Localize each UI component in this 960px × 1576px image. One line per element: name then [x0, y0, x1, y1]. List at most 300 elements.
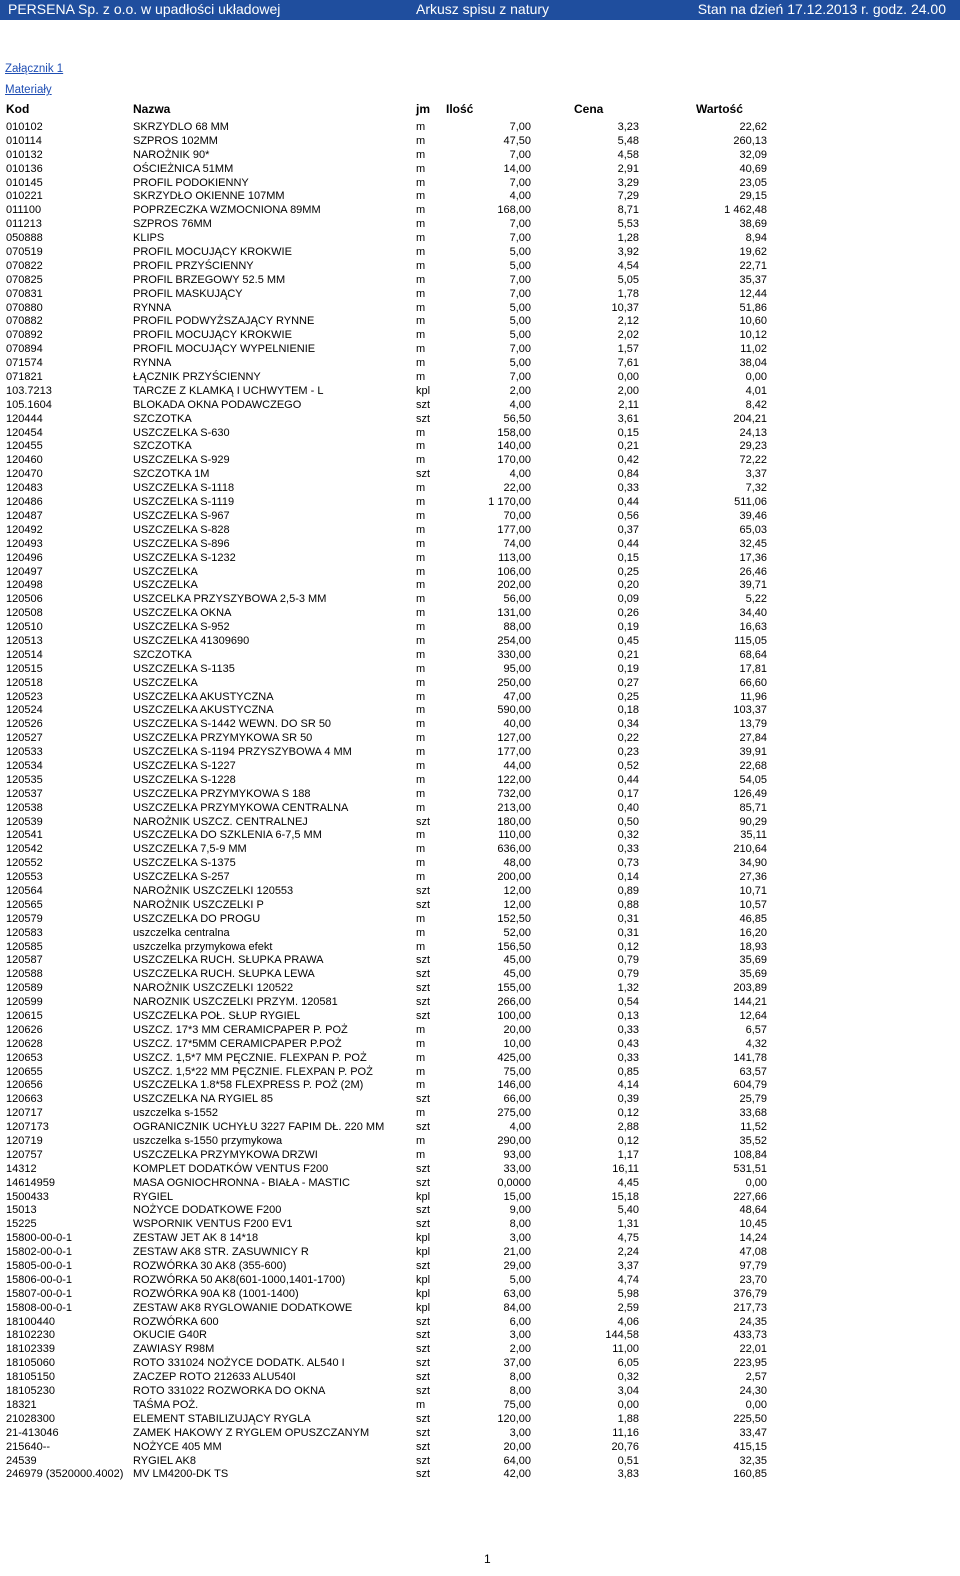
- cell-wartosc: 160,85: [733, 1468, 767, 1481]
- table-row: [0, 1177, 960, 1191]
- cell-kod: 18105150: [6, 1371, 55, 1384]
- cell-cena: 1,32: [617, 982, 639, 995]
- cell-nazwa: ZESTAW JET AK 8 14*18: [133, 1232, 259, 1245]
- cell-wartosc: 24,13: [739, 426, 767, 439]
- cell-jm: m: [416, 843, 426, 856]
- table-row: [0, 941, 960, 955]
- cell-ilosc: 7,00: [509, 232, 531, 245]
- cell-wartosc: 141,78: [733, 1051, 767, 1064]
- cell-kod: 011213: [6, 218, 42, 231]
- cell-ilosc: 202,00: [497, 579, 531, 592]
- cell-ilosc: 37,00: [503, 1357, 531, 1370]
- table-row: [0, 677, 960, 691]
- cell-cena: 0,33: [617, 1051, 639, 1064]
- cell-nazwa: ŁĄCZNIK PRZYŚCIENNY: [133, 371, 261, 384]
- table-row: [0, 1441, 960, 1455]
- table-row: [0, 510, 960, 524]
- cell-jm: m: [416, 593, 426, 606]
- cell-jm: m: [416, 121, 426, 133]
- cell-cena: 0,18: [617, 704, 639, 717]
- cell-nazwa: USZCZELKA POŁ. SŁUP RYGIEL: [133, 1010, 301, 1022]
- cell-kod: 105.1604: [6, 398, 52, 411]
- cell-wartosc: 11,02: [740, 343, 767, 356]
- cell-jm: m: [416, 329, 426, 342]
- cell-jm: szt: [416, 1093, 431, 1106]
- cell-ilosc: 66,00: [503, 1093, 531, 1106]
- cell-wartosc: 6,57: [745, 1023, 767, 1036]
- table-row: [0, 496, 960, 510]
- cell-wartosc: 0,00: [745, 371, 767, 384]
- cell-jm: m: [416, 648, 426, 661]
- cell-kod: 120518: [6, 676, 43, 689]
- table-row: [0, 1038, 960, 1052]
- table-row: [0, 1135, 960, 1149]
- cell-ilosc: 1 170,00: [488, 496, 531, 509]
- cell-kod: 15013: [6, 1204, 37, 1217]
- cell-nazwa: NAROŻNIK USZCZELKI P: [133, 898, 264, 911]
- table-row: [0, 774, 960, 788]
- cell-ilosc: 100,00: [497, 1010, 531, 1022]
- cell-kod: 120565: [6, 898, 43, 911]
- cell-cena: 8,71: [617, 204, 639, 217]
- cell-kod: 103.7213: [6, 384, 52, 397]
- cell-cena: 0,56: [617, 509, 639, 522]
- table-row: [0, 1413, 960, 1427]
- cell-wartosc: 12,64: [739, 1010, 767, 1022]
- cell-jm: m: [416, 523, 426, 536]
- cell-nazwa: USZCZELKA RUCH. SŁUPKA PRAWA: [133, 954, 324, 967]
- cell-wartosc: 46,85: [739, 912, 767, 925]
- cell-ilosc: 0,0000: [497, 1176, 531, 1189]
- cell-cena: 0,21: [617, 440, 639, 453]
- cell-ilosc: 177,00: [497, 523, 531, 536]
- cell-jm: m: [416, 565, 426, 578]
- cell-kod: 120539: [6, 815, 43, 828]
- cell-jm: szt: [416, 1176, 431, 1189]
- cell-wartosc: 4,32: [745, 1037, 767, 1050]
- cell-jm: m: [416, 426, 426, 439]
- cell-nazwa: USZCZELKA PRZYMYKOWA SR 50: [133, 732, 313, 745]
- attachment-link[interactable]: Załącznik 1: [5, 63, 64, 75]
- cell-ilosc: 95,00: [503, 662, 531, 675]
- cell-kod: 14312: [6, 1162, 37, 1175]
- cell-nazwa: ZESTAW AK8 RYGLOWANIE DODATKOWE: [133, 1301, 353, 1314]
- cell-jm: m: [416, 496, 426, 509]
- cell-cena: 0,89: [617, 884, 639, 897]
- cell-cena: 0,25: [617, 565, 639, 578]
- table-row: [0, 1079, 960, 1093]
- cell-nazwa: USZCZ. 17*3 MM CERAMICPAPER P. POŻ: [133, 1023, 348, 1036]
- cell-kod: 120498: [6, 579, 43, 592]
- cell-jm: kpl: [416, 1273, 431, 1286]
- cell-jm: szt: [416, 1412, 431, 1425]
- cell-ilosc: 74,00: [503, 537, 531, 550]
- cell-jm: szt: [416, 1218, 431, 1231]
- table-row: [0, 260, 960, 274]
- cell-nazwa: NAROŻNIK USZCZELKI 120522: [133, 982, 294, 995]
- table-row: [0, 163, 960, 177]
- cell-cena: 0,85: [617, 1065, 639, 1078]
- cell-jm: szt: [416, 1260, 431, 1273]
- cell-nazwa: ROTO 331024 NOŻYCE DODATK. AL540 I: [133, 1357, 345, 1370]
- cell-cena: 2,11: [618, 398, 639, 411]
- cell-kod: 070882: [6, 315, 43, 328]
- cell-nazwa: uszczelka s-1550 przymykowa: [133, 1135, 283, 1148]
- cell-wartosc: 13,79: [739, 718, 767, 731]
- cell-ilosc: 29,00: [503, 1260, 531, 1273]
- cell-wartosc: 27,84: [739, 732, 767, 745]
- table-row: [0, 538, 960, 552]
- cell-cena: 0,34: [617, 718, 639, 731]
- cell-ilosc: 122,00: [497, 773, 531, 786]
- cell-nazwa: MASA OGNIOCHRONNA - BIAŁA - MASTIC: [133, 1176, 350, 1189]
- cell-wartosc: 97,79: [739, 1260, 767, 1273]
- cell-wartosc: 38,69: [739, 218, 767, 231]
- cell-wartosc: 29,23: [739, 440, 767, 453]
- cell-kod: 071821: [6, 371, 43, 384]
- cell-ilosc: 9,00: [509, 1204, 531, 1217]
- cell-cena: 0,44: [617, 496, 639, 509]
- cell-kod: 18105060: [6, 1357, 55, 1370]
- cell-nazwa: USZCZELKA S-1442 WEWN. DO SR 50: [133, 718, 332, 731]
- cell-jm: m: [416, 440, 426, 453]
- cell-jm: m: [416, 148, 426, 161]
- cell-nazwa: USZCZELKA S-1194 PRZYSZYBOWA 4 MM: [133, 746, 352, 759]
- cell-kod: 120483: [6, 482, 43, 495]
- cell-jm: m: [416, 1065, 426, 1078]
- cell-ilosc: 4,00: [509, 1121, 531, 1134]
- cell-ilosc: 63,00: [503, 1287, 531, 1300]
- cell-nazwa: PROFIL MOCUJĄCY KROKWIE: [133, 246, 292, 259]
- cell-cena: 0,79: [617, 954, 639, 967]
- cell-ilosc: 20,00: [503, 1440, 531, 1453]
- column-header-kod: Kod: [6, 102, 30, 116]
- cell-cena: 0,73: [617, 857, 639, 870]
- table-row: [0, 413, 960, 427]
- column-header-jm: jm: [416, 102, 431, 116]
- table-row: [0, 440, 960, 454]
- cell-jm: szt: [416, 954, 431, 967]
- cell-ilosc: 15,00: [503, 1190, 531, 1203]
- cell-jm: szt: [416, 1440, 431, 1453]
- cell-ilosc: 3,00: [509, 1232, 531, 1245]
- cell-ilosc: 4,00: [509, 468, 531, 481]
- cell-cena: 144,58: [605, 1329, 639, 1342]
- cell-wartosc: 68,64: [739, 648, 767, 661]
- cell-nazwa: BLOKADA OKNA PODAWCZEGO: [133, 398, 302, 411]
- cell-ilosc: 7,00: [509, 148, 531, 161]
- cell-kod: 120533: [6, 746, 43, 759]
- cell-kod: 120587: [6, 954, 43, 967]
- table-row: [0, 1010, 960, 1024]
- cell-kod: 120487: [6, 509, 43, 522]
- cell-jm: szt: [416, 398, 431, 411]
- cell-cena: 16,11: [612, 1162, 639, 1175]
- cell-jm: kpl: [416, 1287, 431, 1300]
- cell-wartosc: 54,05: [739, 773, 767, 786]
- table-row: [0, 1455, 960, 1469]
- cell-jm: szt: [416, 1121, 431, 1134]
- cell-nazwa: PROFIL PODOKIENNY: [133, 176, 249, 189]
- cell-cena: 0,13: [617, 1010, 639, 1022]
- cell-nazwa: SKRZYDŁO OKIENNE 107MM: [133, 190, 285, 203]
- table-row: [0, 1121, 960, 1135]
- cell-kod: 120510: [6, 621, 43, 634]
- table-row: [0, 468, 960, 482]
- cell-ilosc: 2,00: [509, 1343, 531, 1356]
- table-row: [0, 246, 960, 260]
- cell-wartosc: 260,13: [733, 134, 767, 147]
- table-row: [0, 524, 960, 538]
- cell-nazwa: SZCZOTKA: [133, 648, 192, 661]
- page-number: 1: [484, 1552, 491, 1566]
- cell-nazwa: USZCZ. 17*5MM CERAMICPAPER P.POŻ: [133, 1037, 342, 1050]
- table-row: [0, 566, 960, 580]
- cell-jm: szt: [416, 1343, 431, 1356]
- cell-nazwa: USZCZELKA 41309690: [133, 634, 250, 647]
- cell-jm: m: [416, 246, 426, 259]
- table-row: [0, 1371, 960, 1385]
- cell-jm: m: [416, 634, 426, 647]
- cell-ilosc: 5,00: [509, 301, 531, 314]
- cell-cena: 0,52: [617, 759, 639, 772]
- cell-kod: 071574: [6, 357, 43, 370]
- cell-ilosc: 213,00: [497, 801, 531, 814]
- cell-kod: 120492: [6, 523, 43, 536]
- cell-kod: 15805-00-0-1: [6, 1260, 73, 1273]
- cell-ilosc: 2,00: [509, 384, 531, 397]
- cell-cena: 4,45: [617, 1176, 639, 1189]
- cell-wartosc: 35,52: [739, 1135, 767, 1148]
- cell-ilosc: 266,00: [497, 996, 531, 1009]
- cell-wartosc: 22,01: [739, 1343, 767, 1356]
- table-row: [0, 746, 960, 760]
- column-header-wartosc: Wartość: [696, 102, 743, 116]
- cell-ilosc: 156,50: [497, 940, 531, 953]
- cell-kod: 120628: [6, 1037, 43, 1050]
- cell-kod: 21028300: [6, 1412, 55, 1425]
- cell-ilosc: 21,00: [503, 1246, 531, 1259]
- cell-jm: m: [416, 218, 426, 231]
- cell-cena: 1,88: [617, 1412, 639, 1425]
- table-row: [0, 1246, 960, 1260]
- cell-kod: 18321: [6, 1398, 37, 1411]
- cell-kod: 070822: [6, 259, 43, 272]
- cell-nazwa: USZCZELKA S-630: [133, 426, 230, 439]
- cell-ilosc: 7,00: [509, 371, 531, 384]
- cell-wartosc: 35,11: [740, 829, 767, 842]
- section-link-materials[interactable]: Materiały: [5, 84, 52, 96]
- table-row: [0, 1191, 960, 1205]
- cell-kod: 120588: [6, 968, 43, 981]
- cell-kod: 120542: [6, 843, 43, 856]
- cell-wartosc: 203,89: [733, 982, 767, 995]
- cell-kod: 070880: [6, 301, 43, 314]
- cell-cena: 0,33: [617, 1023, 639, 1036]
- cell-jm: szt: [416, 1468, 431, 1481]
- cell-cena: 5,05: [617, 273, 639, 286]
- cell-kod: 120717: [6, 1107, 43, 1120]
- cell-cena: 0,15: [617, 551, 639, 564]
- cell-wartosc: 511,06: [734, 496, 767, 509]
- cell-nazwa: SZCZOTKA 1M: [133, 468, 210, 481]
- cell-nazwa: USZCZELKA AKUSTYCZNA: [133, 704, 274, 717]
- cell-nazwa: USZCZELKA S-1118: [133, 482, 235, 495]
- cell-nazwa: ROZWÓRKA 600: [133, 1315, 219, 1328]
- cell-nazwa: ROZWÓRKA 90A K8 (1001-1400): [133, 1287, 299, 1300]
- cell-jm: m: [416, 287, 426, 300]
- cell-kod: 011100: [6, 204, 42, 217]
- cell-wartosc: 72,22: [739, 454, 767, 467]
- cell-cena: 0,23: [617, 746, 639, 759]
- cell-kod: 120513: [6, 634, 43, 647]
- cell-wartosc: 24,30: [739, 1385, 767, 1398]
- cell-wartosc: 12,44: [739, 287, 767, 300]
- cell-kod: 120486: [6, 496, 43, 509]
- cell-cena: 0,21: [617, 648, 639, 661]
- cell-cena: 0,12: [617, 940, 639, 953]
- cell-ilosc: 45,00: [503, 954, 531, 967]
- cell-ilosc: 52,00: [503, 926, 531, 939]
- cell-kod: 18105230: [6, 1385, 55, 1398]
- cell-cena: 0,19: [617, 662, 639, 675]
- cell-jm: szt: [416, 968, 431, 981]
- cell-kod: 120653: [6, 1051, 43, 1064]
- cell-nazwa: SKRZYDLO 68 MM: [133, 121, 229, 133]
- cell-wartosc: 11,96: [740, 690, 767, 703]
- cell-nazwa: USZCZELKA DO PROGU: [133, 912, 261, 925]
- cell-kod: 120470: [6, 468, 43, 481]
- table-row: [0, 1218, 960, 1232]
- cell-nazwa: USZCZELKA: [133, 565, 198, 578]
- cell-jm: m: [416, 871, 426, 884]
- cell-ilosc: 5,00: [509, 329, 531, 342]
- cell-kod: 010136: [6, 162, 43, 175]
- cell-wartosc: 90,29: [739, 815, 767, 828]
- cell-cena: 3,92: [617, 246, 639, 259]
- table-row: [0, 635, 960, 649]
- cell-ilosc: 290,00: [497, 1135, 531, 1148]
- cell-ilosc: 180,00: [497, 815, 531, 828]
- cell-cena: 0,37: [617, 523, 639, 536]
- cell-wartosc: 10,45: [739, 1218, 767, 1231]
- table-row: [0, 552, 960, 566]
- cell-nazwa: RYGIEL: [133, 1190, 174, 1203]
- cell-ilosc: 127,00: [497, 732, 531, 745]
- table-row: [0, 1024, 960, 1038]
- cell-ilosc: 131,00: [497, 607, 531, 620]
- cell-ilosc: 3,00: [509, 1329, 531, 1342]
- table-row: [0, 649, 960, 663]
- cell-ilosc: 5,00: [509, 1273, 531, 1286]
- cell-jm: m: [416, 454, 426, 467]
- column-header-cena: Cena: [574, 102, 604, 116]
- cell-cena: 0,00: [617, 1398, 639, 1411]
- cell-kod: 120526: [6, 718, 43, 731]
- cell-jm: m: [416, 537, 426, 550]
- cell-kod: 21-413046: [6, 1426, 59, 1439]
- cell-cena: 0,22: [617, 732, 639, 745]
- cell-jm: szt: [416, 996, 431, 1009]
- cell-kod: 070894: [6, 343, 43, 356]
- table-row: [0, 1316, 960, 1330]
- column-header-nazwa: Nazwa: [133, 102, 171, 116]
- cell-cena: 3,29: [617, 176, 639, 189]
- cell-jm: kpl: [416, 1301, 431, 1314]
- cell-nazwa: PROFIL BRZEGOWY 52.5 MM: [133, 273, 286, 286]
- table-row: [0, 218, 960, 232]
- cell-cena: 0,44: [617, 537, 639, 550]
- cell-ilosc: 93,00: [503, 1148, 531, 1161]
- cell-kod: 120535: [6, 773, 43, 786]
- cell-wartosc: 17,36: [739, 551, 767, 564]
- cell-wartosc: 10,71: [739, 884, 767, 897]
- cell-nazwa: USZCZELKA NA RYGIEL 85: [133, 1093, 274, 1106]
- table-row: [0, 329, 960, 343]
- table-row: [0, 621, 960, 635]
- cell-cena: 15,18: [611, 1190, 639, 1203]
- cell-jm: m: [416, 718, 426, 731]
- table-row: [0, 1232, 960, 1246]
- cell-kod: 120583: [6, 926, 43, 939]
- cell-nazwa: USZCZELKA S-1227: [133, 759, 236, 772]
- cell-ilosc: 254,00: [497, 634, 531, 647]
- company-name: PERSENA Sp. z o.o. w upadłości układowej: [8, 1, 281, 17]
- cell-wartosc: 38,04: [739, 357, 767, 370]
- cell-ilosc: 330,00: [497, 648, 531, 661]
- cell-cena: 2,00: [617, 384, 639, 397]
- cell-jm: m: [416, 787, 426, 800]
- cell-wartosc: 11,52: [740, 1121, 767, 1134]
- cell-jm: m: [416, 176, 426, 189]
- cell-jm: m: [416, 940, 426, 953]
- cell-jm: m: [416, 232, 426, 245]
- cell-wartosc: 225,50: [733, 1412, 767, 1425]
- cell-nazwa: USZCZELKA 7,5-9 MM: [133, 843, 247, 856]
- table-row: [0, 1163, 960, 1177]
- cell-jm: m: [416, 315, 426, 328]
- table-row: [0, 1329, 960, 1343]
- cell-ilosc: 5,00: [509, 246, 531, 259]
- cell-kod: 120537: [6, 787, 43, 800]
- cell-ilosc: 425,00: [497, 1051, 531, 1064]
- table-row: [0, 427, 960, 441]
- cell-kod: 120534: [6, 759, 43, 772]
- cell-jm: kpl: [416, 1246, 431, 1259]
- cell-cena: 0,26: [617, 607, 639, 620]
- cell-jm: kpl: [416, 384, 431, 397]
- cell-nazwa: USZCZELKA RUCH. SŁUPKA LEWA: [133, 968, 315, 981]
- cell-jm: m: [416, 732, 426, 745]
- cell-ilosc: 8,00: [509, 1371, 531, 1384]
- cell-ilosc: 5,00: [509, 357, 531, 370]
- cell-ilosc: 70,00: [503, 509, 531, 522]
- cell-jm: m: [416, 579, 426, 592]
- cell-ilosc: 56,00: [503, 593, 531, 606]
- cell-ilosc: 47,50: [503, 134, 531, 147]
- cell-wartosc: 2,57: [745, 1371, 767, 1384]
- cell-kod: 15806-00-0-1: [6, 1273, 73, 1286]
- table-row: [0, 274, 960, 288]
- cell-nazwa: USZCZELKA S-1228: [133, 773, 236, 786]
- cell-jm: kpl: [416, 1190, 431, 1203]
- cell-wartosc: 433,73: [733, 1329, 767, 1342]
- table-row: [0, 482, 960, 496]
- cell-cena: 1,31: [617, 1218, 639, 1231]
- cell-cena: 11,00: [612, 1343, 639, 1356]
- table-row: [0, 968, 960, 982]
- cell-jm: szt: [416, 1371, 431, 1384]
